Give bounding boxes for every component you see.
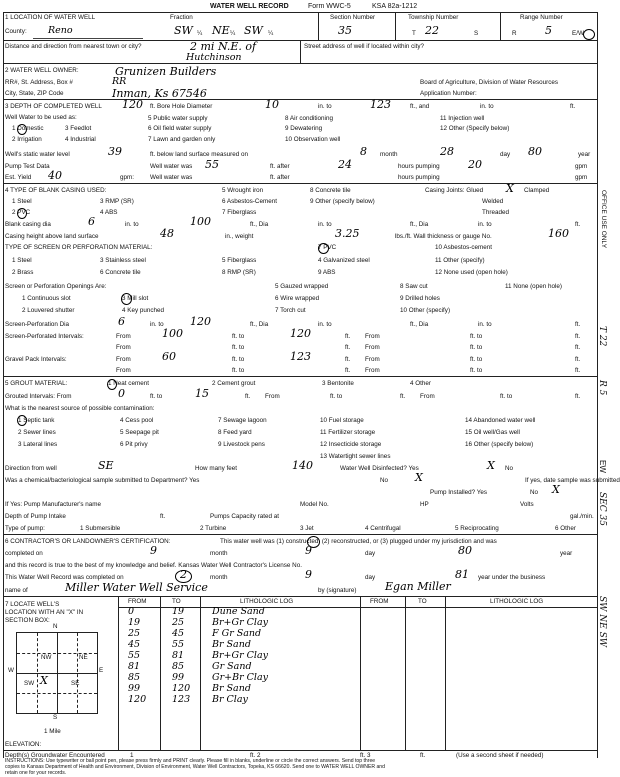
section-1-heading: 1 LOCATION OF WATER WELL [5, 14, 96, 21]
log-to: 45 [172, 628, 185, 639]
signature: Egan Miller [385, 580, 451, 593]
casing-to-value: 100 [190, 215, 211, 228]
grout-from-value: 0 [118, 387, 125, 400]
gravel-to-value: 123 [290, 350, 311, 363]
application-label: Application Number: [420, 90, 477, 97]
log-from: 25 [128, 628, 141, 639]
log-to: 120 [172, 683, 191, 694]
completed-month: 9 [150, 544, 157, 557]
bore-to-value: 123 [370, 98, 391, 111]
fraction-label: Fraction [170, 14, 193, 21]
log-log: Br Sand [212, 683, 251, 694]
perf-to-value: 120 [190, 315, 211, 328]
log-from: 45 [128, 639, 141, 650]
log-log: Br+Gr Clay [212, 650, 268, 661]
depth-heading: DEPTH OF COMPLETED WELL [10, 103, 102, 110]
casing-height-value: 48 [160, 227, 174, 240]
completed-year: 80 [458, 544, 472, 557]
fraction-q3: SW [244, 24, 263, 37]
range-value: 5 [545, 24, 552, 37]
record-year: 81 [455, 568, 469, 581]
log-from: 55 [128, 650, 141, 661]
section-value: 35 [338, 24, 352, 37]
log-from: 99 [128, 683, 141, 694]
log-log: Gr+Br Clay [212, 672, 268, 683]
section-box: NW NE SW SE X [16, 632, 98, 714]
county-value: Reno [48, 25, 73, 36]
perf-to2-value: 120 [290, 327, 311, 340]
east-west: E/W [572, 30, 584, 37]
well-water-value: 55 [205, 158, 219, 171]
township-label: Township Number [408, 14, 459, 21]
city-label: City, State, ZIP Code [5, 90, 64, 97]
grout-to-value: 15 [195, 387, 209, 400]
perf-dia-value: 6 [118, 315, 125, 328]
casing-weight-value: 3.25 [335, 227, 360, 240]
board-text: Board of Agriculture, Division of Water Resources [420, 79, 559, 86]
ksa-number: KSA 82a-1212 [372, 3, 418, 10]
fraction-q2: NE [212, 24, 230, 37]
static-day: 28 [440, 145, 454, 158]
record-month: 2 [180, 568, 187, 581]
log-from: 120 [128, 694, 147, 705]
log-to: 25 [172, 617, 185, 628]
log-log: F Gr Sand [212, 628, 262, 639]
static-year: 80 [528, 145, 542, 158]
form-number: Form WWC-5 [308, 3, 351, 10]
rr-value: RR [112, 76, 127, 87]
yield-value: 40 [48, 169, 62, 182]
distance-label: Distance and direction from nearest town or city? [5, 43, 142, 50]
rr-label: RR#, St. Address, Box # [5, 79, 73, 86]
gravel-from-value: 60 [162, 350, 176, 363]
locate-title: LOCATE WELL'S LOCATION WITH AN "X" IN SECTION BOX: [5, 601, 84, 624]
casing-heading: TYPE OF BLANK CASING USED: [10, 187, 107, 194]
log-to: 85 [172, 661, 185, 672]
log-log: Br+Gr Clay [212, 617, 268, 628]
grout-heading: GROUT MATERIAL: [10, 380, 68, 387]
log-from: 0 [128, 606, 135, 617]
log-to: 81 [172, 650, 185, 661]
distance-value-1: 2 mi N.E. of [190, 40, 257, 53]
log-log: Dune Sand [212, 606, 265, 617]
depth-value: 120 [122, 98, 143, 111]
county-label: County: [5, 28, 27, 35]
log-to: 55 [172, 639, 185, 650]
distance-value-2: Hutchinson [186, 52, 242, 63]
static-level: 39 [108, 145, 122, 158]
gauge-value: 160 [548, 227, 569, 240]
direction-value: SE [98, 459, 114, 472]
record-day: 9 [305, 568, 312, 581]
feet-value: 140 [292, 459, 313, 472]
screen-heading: TYPE OF SCREEN OR PERFORATION MATERIAL: [5, 244, 153, 251]
section-label: Section Number [330, 14, 376, 21]
bore-value: 10 [265, 98, 279, 111]
completed-day: 9 [305, 544, 312, 557]
hours-value: 24 [338, 158, 352, 171]
well-location-x: X [40, 674, 48, 687]
log-from: 81 [128, 661, 141, 672]
casing-dia-value: 6 [88, 215, 95, 228]
log-to: 19 [172, 606, 185, 617]
form-title: WATER WELL RECORD [210, 3, 289, 10]
business-name: Miller Water Well Service [65, 581, 208, 594]
log-from: 85 [128, 672, 141, 683]
log-log: Gr Sand [212, 661, 252, 672]
static-month: 8 [360, 145, 367, 158]
owner-heading: WATER WELL OWNER: [10, 67, 79, 74]
log-log: Br Clay [212, 694, 248, 705]
cert-heading: CONTRACTOR'S OR LANDOWNER'S CERTIFICATION: [10, 538, 171, 545]
office-use-label: OFFICE USE ONLY [600, 190, 607, 249]
instructions: INSTRUCTIONS: Use typewriter or ball point pen, please press firmly and PRINT clearly. Please fill in blanks, underline or circle the correct answers. Send top three copies to Kansas Department of Health and Environment, Division of Environment, Water Well Contractors, Topeka, KS 66620. Send one to WATER WELL OWNER and retain one for your records. [5, 758, 385, 776]
city-value: Inman, Ks 67546 [112, 87, 207, 100]
log-to: 99 [172, 672, 185, 683]
range-label: Range Number [520, 14, 563, 21]
log-to: 123 [172, 694, 191, 705]
uses-label: Well Water to be used as: [5, 114, 77, 121]
street-label: Street address of well if located within city? [304, 43, 425, 50]
fraction-q1: SW [174, 24, 193, 37]
log-log: Br Sand [212, 639, 251, 650]
perf-from-value: 100 [162, 327, 183, 340]
township-value: 22 [425, 24, 439, 37]
gpm-value: 20 [468, 158, 482, 171]
log-from: 19 [128, 617, 141, 628]
owner-name: Grunizen Builders [115, 65, 217, 78]
